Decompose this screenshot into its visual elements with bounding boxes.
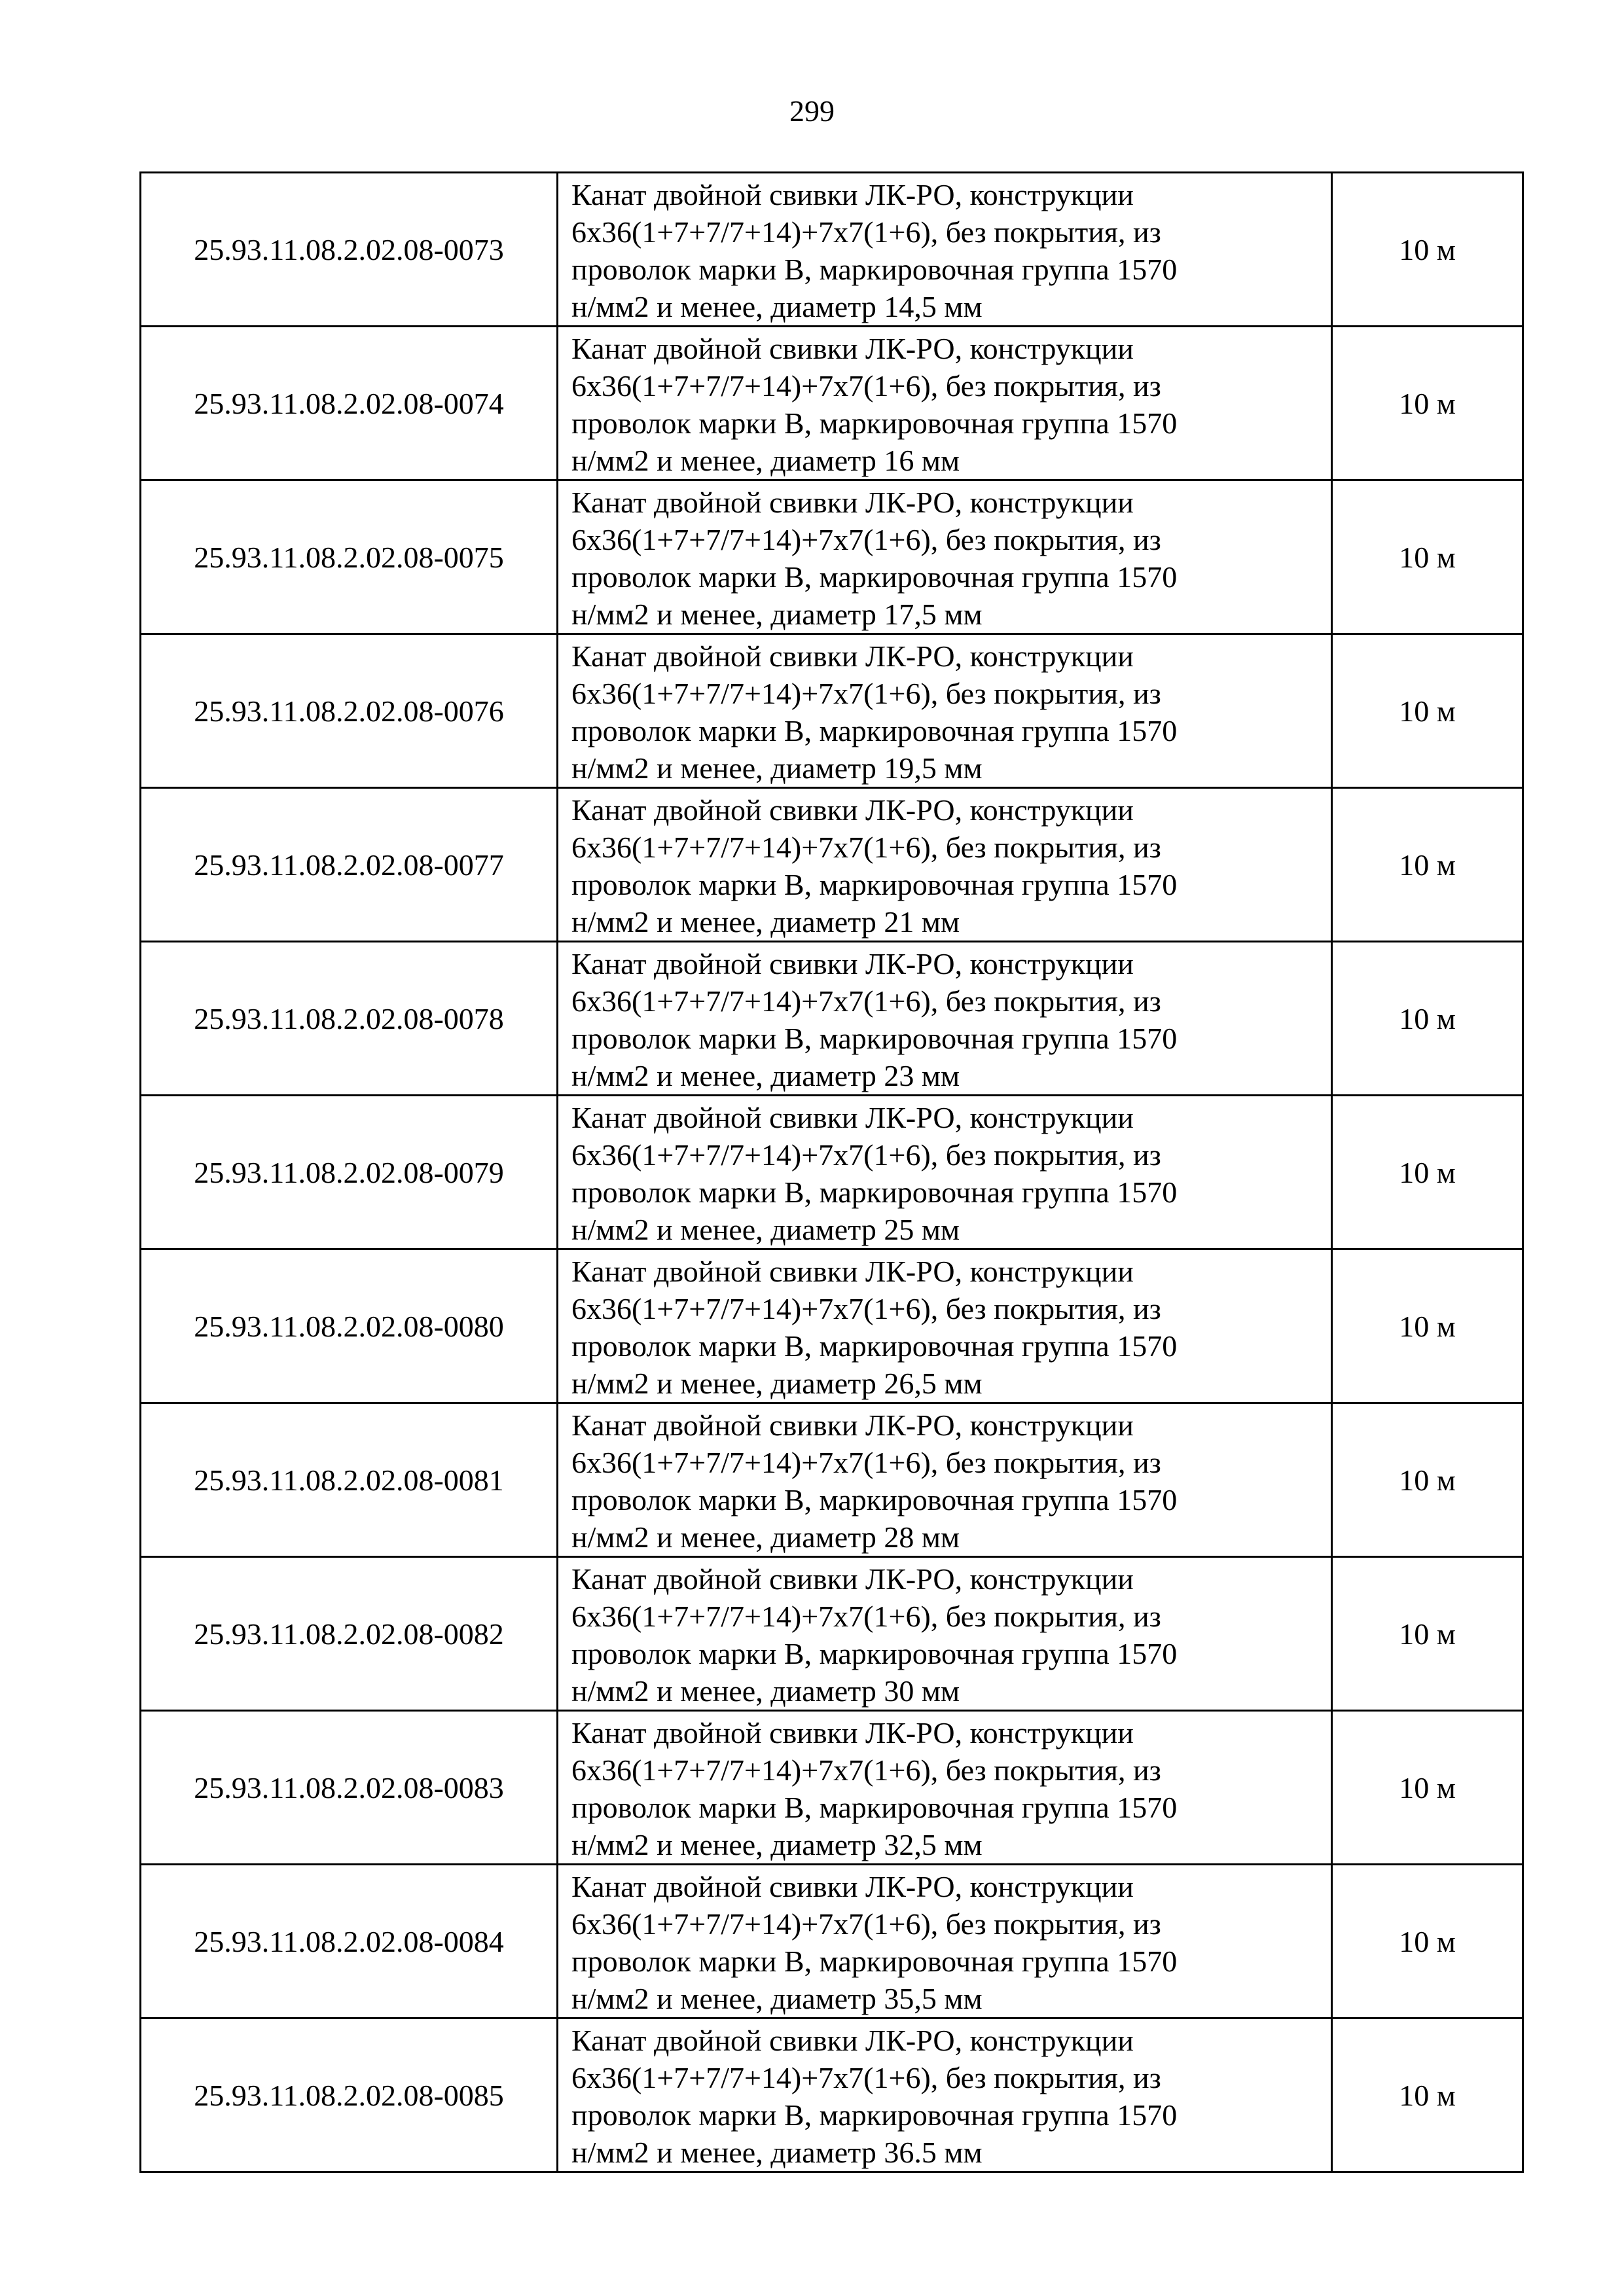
description-line: 6х36(1+7+7/7+14)+7х7(1+6), без покрытия, из (571, 677, 1161, 710)
description-line: 6х36(1+7+7/7+14)+7х7(1+6), без покрытия, из (571, 1753, 1161, 1787)
description-line: 6х36(1+7+7/7+14)+7х7(1+6), без покрытия, из (571, 2061, 1161, 2094)
item-code: 25.93.11.08.2.02.08-0084 (141, 1865, 558, 2018)
description-line: проволок марки В, маркировочная группа 1570 (571, 253, 1178, 286)
table-row (141, 1403, 1523, 1557)
description-line: н/мм2 и менее, диаметр 32,5 мм (571, 1828, 983, 1861)
item-description (558, 1403, 1332, 1557)
description-line: 6х36(1+7+7/7+14)+7х7(1+6), без покрытия, из (571, 215, 1161, 249)
item-code: 25.93.11.08.2.02.08-0073 (141, 173, 558, 327)
item-unit: 10 м (1332, 1403, 1523, 1557)
table-row (141, 2018, 1523, 2172)
description-line: н/мм2 и менее, диаметр 28 мм (571, 1520, 960, 1554)
item-unit: 10 м (1332, 480, 1523, 634)
description-line: Канат двойной свивки ЛК-РО, конструкции (571, 2024, 1134, 2057)
description-line: проволок марки В, маркировочная группа 1570 (571, 1329, 1178, 1363)
item-description (558, 1865, 1332, 2018)
table-row (141, 173, 1523, 327)
item-description (558, 173, 1332, 327)
table-row (141, 1096, 1523, 1249)
description-line: Канат двойной свивки ЛК-РО, конструкции (571, 947, 1134, 980)
page-number: 299 (789, 94, 835, 128)
description-line: 6х36(1+7+7/7+14)+7х7(1+6), без покрытия, из (571, 831, 1161, 864)
item-unit: 10 м (1332, 1557, 1523, 1711)
description-line: проволок марки В, маркировочная группа 1570 (571, 560, 1178, 594)
item-code: 25.93.11.08.2.02.08-0078 (141, 942, 558, 1096)
item-description (558, 634, 1332, 788)
description-line: 6х36(1+7+7/7+14)+7х7(1+6), без покрытия, из (571, 1446, 1161, 1479)
item-unit: 10 м (1332, 788, 1523, 942)
description-line: проволок марки В, маркировочная группа 1570 (571, 1175, 1178, 1209)
description-line: н/мм2 и менее, диаметр 36.5 мм (571, 2136, 983, 2169)
description-line: н/мм2 и менее, диаметр 25 мм (571, 1213, 960, 1246)
table-row (141, 788, 1523, 942)
description-line: 6х36(1+7+7/7+14)+7х7(1+6), без покрытия, из (571, 369, 1161, 403)
item-description (558, 1249, 1332, 1403)
table-row (141, 327, 1523, 480)
item-unit: 10 м (1332, 1096, 1523, 1249)
item-code: 25.93.11.08.2.02.08-0079 (141, 1096, 558, 1249)
description-line: н/мм2 и менее, диаметр 26,5 мм (571, 1367, 983, 1400)
item-description (558, 327, 1332, 480)
description-line: проволок марки В, маркировочная группа 1570 (571, 1945, 1178, 1978)
description-line: Канат двойной свивки ЛК-РО, конструкции (571, 332, 1134, 365)
table-row (141, 1557, 1523, 1711)
items-table (139, 171, 1524, 2173)
table-row (141, 634, 1523, 788)
description-line: Канат двойной свивки ЛК-РО, конструкции (571, 1101, 1134, 1134)
description-line: н/мм2 и менее, диаметр 14,5 мм (571, 290, 983, 323)
description-line: проволок марки В, маркировочная группа 1570 (571, 1483, 1178, 1516)
description-line: 6х36(1+7+7/7+14)+7х7(1+6), без покрытия, из (571, 1600, 1161, 1633)
description-line: Канат двойной свивки ЛК-РО, конструкции (571, 1870, 1134, 1903)
item-code: 25.93.11.08.2.02.08-0081 (141, 1403, 558, 1557)
description-line: Канат двойной свивки ЛК-РО, конструкции (571, 1408, 1134, 1442)
table-row (141, 480, 1523, 634)
description-line: проволок марки В, маркировочная группа 1570 (571, 714, 1178, 747)
description-line: проволок марки В, маркировочная группа 1570 (571, 2098, 1178, 2132)
description-line: 6х36(1+7+7/7+14)+7х7(1+6), без покрытия, из (571, 1907, 1161, 1941)
item-unit: 10 м (1332, 173, 1523, 327)
item-unit: 10 м (1332, 942, 1523, 1096)
item-description (558, 788, 1332, 942)
table-row (141, 942, 1523, 1096)
item-description (558, 2018, 1332, 2172)
description-line: Канат двойной свивки ЛК-РО, конструкции (571, 639, 1134, 673)
description-line: проволок марки В, маркировочная группа 1570 (571, 1022, 1178, 1055)
description-line: Канат двойной свивки ЛК-РО, конструкции (571, 486, 1134, 519)
description-line: 6х36(1+7+7/7+14)+7х7(1+6), без покрытия, из (571, 1138, 1161, 1172)
description-line: н/мм2 и менее, диаметр 21 мм (571, 905, 960, 939)
items-table-body (141, 173, 1523, 2172)
description-line: Канат двойной свивки ЛК-РО, конструкции (571, 1255, 1134, 1288)
item-code: 25.93.11.08.2.02.08-0076 (141, 634, 558, 788)
description-line: н/мм2 и менее, диаметр 30 мм (571, 1674, 960, 1708)
table-row (141, 1711, 1523, 1865)
description-line: н/мм2 и менее, диаметр 23 мм (571, 1059, 960, 1092)
description-line: Канат двойной свивки ЛК-РО, конструкции (571, 793, 1134, 827)
description-line: н/мм2 и менее, диаметр 35,5 мм (571, 1982, 983, 2015)
item-code: 25.93.11.08.2.02.08-0082 (141, 1557, 558, 1711)
table-row (141, 1249, 1523, 1403)
item-code: 25.93.11.08.2.02.08-0075 (141, 480, 558, 634)
description-line: н/мм2 и менее, диаметр 16 мм (571, 444, 960, 477)
item-code: 25.93.11.08.2.02.08-0085 (141, 2018, 558, 2172)
description-line: проволок марки В, маркировочная группа 1570 (571, 1637, 1178, 1670)
item-unit: 10 м (1332, 1249, 1523, 1403)
item-description (558, 1711, 1332, 1865)
item-code: 25.93.11.08.2.02.08-0080 (141, 1249, 558, 1403)
item-code: 25.93.11.08.2.02.08-0074 (141, 327, 558, 480)
description-line: проволок марки В, маркировочная группа 1570 (571, 868, 1178, 901)
item-unit: 10 м (1332, 2018, 1523, 2172)
item-unit: 10 м (1332, 1711, 1523, 1865)
table-row (141, 1865, 1523, 2018)
item-unit: 10 м (1332, 327, 1523, 480)
description-line: Канат двойной свивки ЛК-РО, конструкции (571, 1716, 1134, 1749)
description-line: Канат двойной свивки ЛК-РО, конструкции (571, 1562, 1134, 1596)
description-line: н/мм2 и менее, диаметр 19,5 мм (571, 751, 983, 785)
description-line: проволок марки В, маркировочная группа 1570 (571, 406, 1178, 440)
item-description (558, 942, 1332, 1096)
description-line: 6х36(1+7+7/7+14)+7х7(1+6), без покрытия, из (571, 523, 1161, 556)
description-line: 6х36(1+7+7/7+14)+7х7(1+6), без покрытия, из (571, 1292, 1161, 1325)
item-code: 25.93.11.08.2.02.08-0083 (141, 1711, 558, 1865)
item-code: 25.93.11.08.2.02.08-0077 (141, 788, 558, 942)
item-unit: 10 м (1332, 634, 1523, 788)
description-line: проволок марки В, маркировочная группа 1570 (571, 1791, 1178, 1824)
description-line: 6х36(1+7+7/7+14)+7х7(1+6), без покрытия, из (571, 984, 1161, 1018)
item-description (558, 1557, 1332, 1711)
description-line: Канат двойной свивки ЛК-РО, конструкции (571, 178, 1134, 211)
item-description (558, 480, 1332, 634)
description-line: н/мм2 и менее, диаметр 17,5 мм (571, 598, 983, 631)
item-unit: 10 м (1332, 1865, 1523, 2018)
item-description (558, 1096, 1332, 1249)
